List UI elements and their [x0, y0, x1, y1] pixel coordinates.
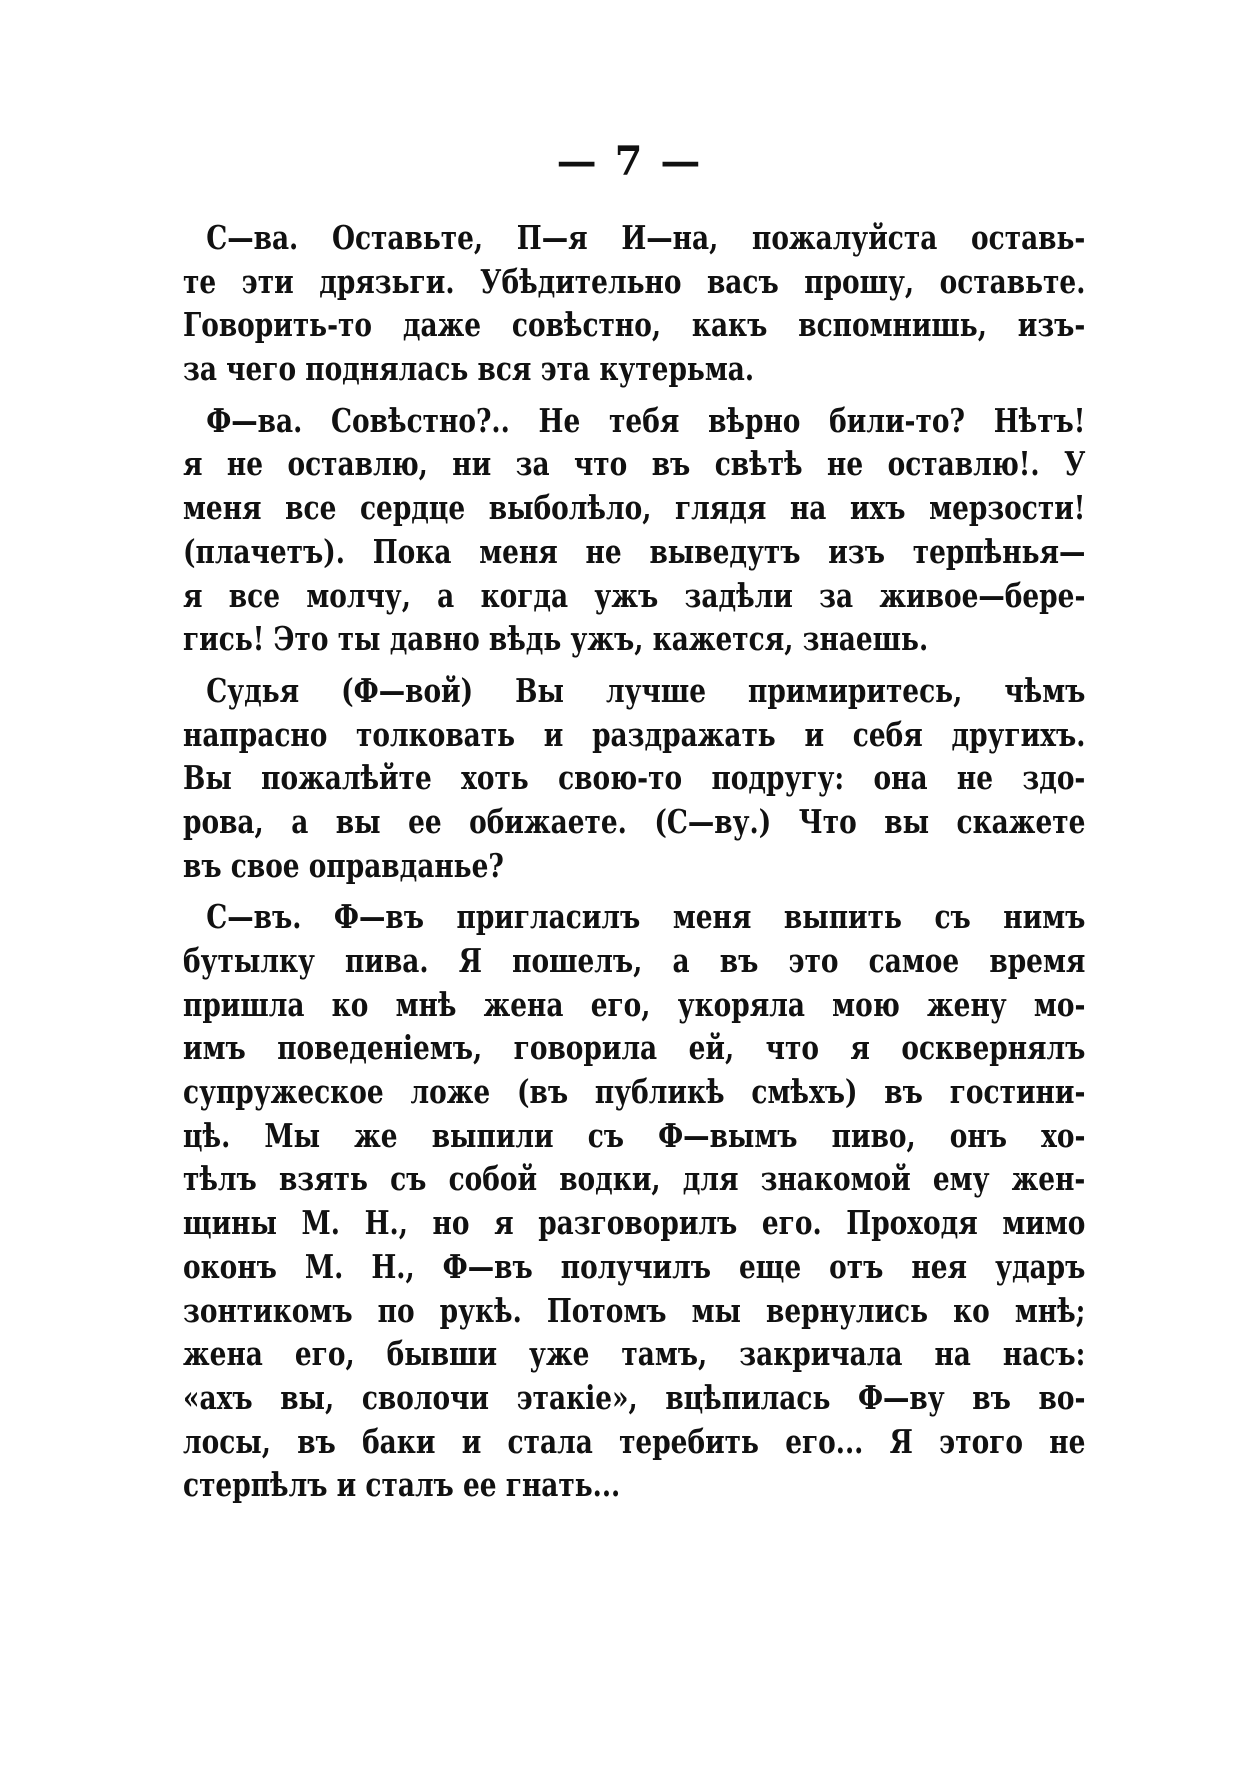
text-line: С—ва. Оставьте, П—я И—на, пожалуйста оставь-: [206, 218, 1086, 257]
text-line: гись! Это ты давно вѣдь ужъ, кажется, знаешь.: [183, 619, 929, 659]
text-line: я все молчу, а когда ужъ задѣли за живое—бере-: [183, 575, 1086, 615]
paragraph: [183, 399, 1086, 661]
text-line: имъ поведенiемъ, говорила ей, что я осквернялъ: [183, 1028, 1086, 1068]
text-line: те эти дрязьги. Убѣдительно васъ прошу, оставьте.: [183, 261, 1086, 301]
text-line: за чего поднялась вся эта кутерьма.: [183, 349, 755, 389]
text-line: тѣлъ взять съ собой водки, для знакомой ему жен-: [183, 1159, 1086, 1199]
text-line: Ф—ва. Совѣстно?.. Не тебя вѣрно били-то? Нѣтъ!: [206, 400, 1086, 440]
page-number: — 7 —: [556, 138, 703, 185]
paragraph: [183, 669, 1086, 887]
text-line: зонтикомъ по рукѣ. Потомъ мы вернулись ко мнѣ;: [183, 1290, 1086, 1330]
text-line: Судья (Ф—вой) Вы лучше примиритесь, чѣмъ: [206, 670, 1086, 710]
page-body: [183, 216, 1086, 1507]
text-line: Вы пожалѣйте хоть свою-то подругу: она не здо-: [183, 758, 1086, 798]
text-line: (плачетъ). Пока меня не выведутъ изъ терпѣнья—: [183, 531, 1086, 571]
text-line: цѣ. Мы же выпили съ Ф—вымъ пиво, онъ хо-: [183, 1115, 1086, 1155]
paragraph-gap: [183, 887, 1086, 895]
text-line: рова, а вы ее обижаете. (С—ву.) Что вы скажете: [183, 801, 1086, 841]
text-line: жена его, бывши уже тамъ, закричала на насъ:: [183, 1334, 1086, 1374]
text-line: С—въ. Ф—въ пригласилъ меня выпить съ нимъ: [206, 897, 1086, 937]
text-line: супружеское ложе (въ публикѣ смѣхъ) въ гостини-: [183, 1072, 1086, 1112]
text-line: лосы, въ баки и стала теребить его... Я этого не: [183, 1421, 1086, 1461]
text-line: «ахъ вы, сволочи этакiе», вцѣпилась Ф—ву въ во-: [183, 1377, 1086, 1417]
paragraph-gap: [183, 391, 1086, 399]
text-line: Говорить-то даже совѣстно, какъ вспомнишь, изъ-: [183, 305, 1086, 345]
text-line: стерпѣлъ и сталъ ее гнать...: [183, 1465, 621, 1505]
text-line: меня все сердце выболѣло, глядя на ихъ мерзости!: [183, 488, 1086, 528]
text-line: щины М. Н., но я разговорилъ его. Проходя мимо: [183, 1203, 1086, 1243]
paragraph-gap: [183, 661, 1086, 669]
text-line: оконъ М. Н., Ф—въ получилъ еще отъ нея ударъ: [183, 1246, 1086, 1286]
text-line: бутылку пива. Я пошелъ, а въ это самое время: [183, 941, 1086, 980]
text-line: пришла ко мнѣ жена его, укоряла мою жену мо-: [183, 984, 1086, 1024]
text-line: напрасно толковать и раздражать и себя другихъ.: [183, 714, 1086, 754]
text-line: я не оставлю, ни за что въ свѣтѣ не оставлю!. У: [183, 444, 1086, 484]
paragraph: [183, 895, 1086, 1507]
text-line: въ свое оправданье?: [183, 845, 504, 885]
paragraph: [183, 216, 1086, 391]
